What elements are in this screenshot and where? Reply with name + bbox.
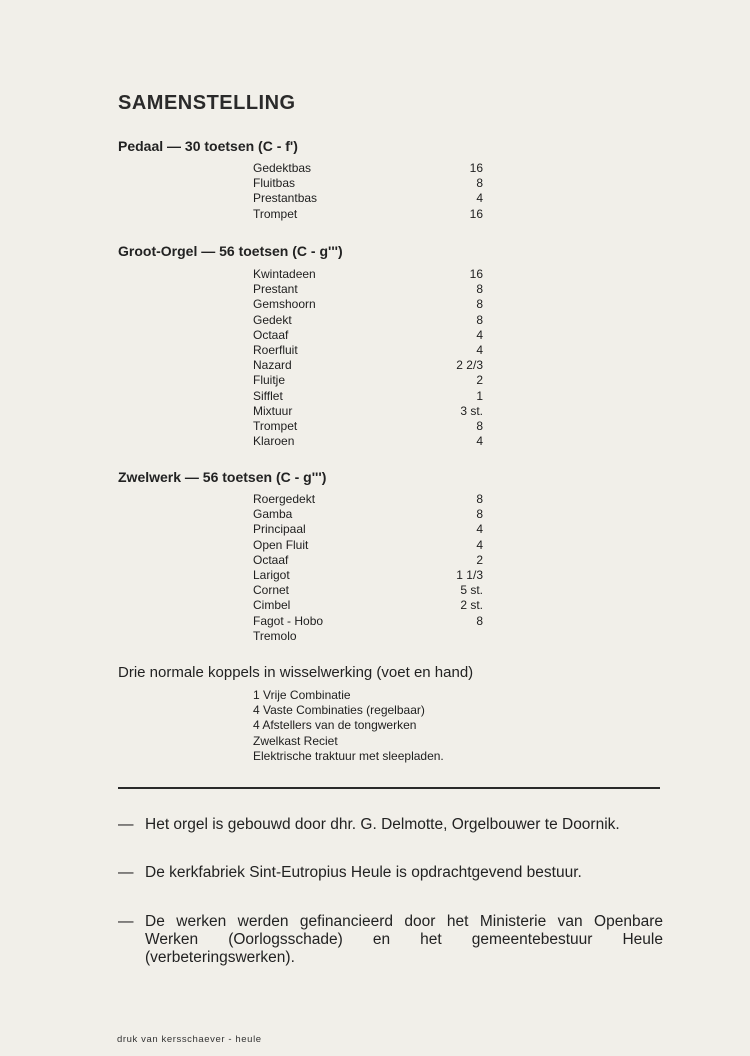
stop-name: Mixtuur	[253, 403, 293, 418]
note-text: De werken werden gefinancieerd door het Ministerie van Openbare Werken (Oorlogsschade) en het gemeentebestuur Heule (verbeteringswerken).	[145, 913, 663, 966]
stop-size: 4	[476, 537, 483, 552]
stop-size: 8	[476, 297, 483, 312]
stop-row	[253, 434, 483, 449]
stop-size: 1	[476, 388, 483, 403]
stop-list-zwelwerk	[253, 492, 483, 644]
note-dash: —	[118, 816, 134, 833]
note-financing	[118, 913, 663, 967]
stop-size: 8	[476, 613, 483, 628]
stop-size: 4	[476, 342, 483, 357]
stop-name: Octaaf	[253, 327, 289, 342]
stop-size: 2	[476, 373, 483, 388]
stop-row	[253, 207, 483, 222]
accessory-item: 4 Vaste Combinaties (regelbaar)	[253, 703, 425, 718]
stop-row	[253, 389, 483, 404]
stop-name: Gemshoorn	[253, 297, 316, 312]
stop-name: Larigot	[253, 567, 290, 582]
stop-name: Principaal	[253, 522, 306, 537]
stop-row	[253, 553, 483, 568]
stop-size: 16	[469, 161, 483, 175]
stop-name: Cornet	[253, 583, 290, 598]
stop-size: 2	[476, 552, 483, 567]
note-text: De kerkfabriek Sint-Eutropius Heule is opdrachtgevend bestuur.	[145, 864, 582, 881]
stop-size: 5 st.	[460, 583, 483, 598]
stop-name: Fagot - Hobo	[253, 613, 324, 628]
stop-row	[253, 404, 483, 419]
stop-row	[253, 358, 483, 373]
stop-row	[253, 419, 483, 434]
note-dash: —	[118, 913, 134, 930]
stop-row	[253, 176, 483, 191]
stop-size: 8	[476, 176, 483, 191]
stop-name: Gamba	[253, 507, 293, 522]
stop-name: Cimbel	[253, 598, 291, 613]
stop-row	[253, 328, 483, 343]
accessory-item: 1 Vrije Combinatie	[253, 688, 351, 702]
section-heading-groot-orgel: Groot-Orgel — 56 toetsen (C - g''')	[118, 243, 343, 259]
stop-name: Prestantbas	[253, 191, 318, 206]
stop-name: Trompet	[253, 418, 298, 433]
printer-footer: druk van kersschaever - heule	[117, 1034, 262, 1045]
couplings-heading: Drie normale koppels in wisselwerking (voet en hand)	[118, 664, 474, 681]
stop-row	[253, 191, 483, 206]
stop-size: 4	[476, 327, 483, 342]
stop-row	[253, 538, 483, 553]
stop-name: Nazard	[253, 358, 292, 373]
stop-name: Open Fluit	[253, 537, 309, 552]
stop-row	[253, 161, 483, 176]
stop-name: Kwintadeen	[253, 267, 316, 281]
stop-name: Gedektbas	[253, 161, 312, 175]
stop-name: Prestant	[253, 282, 298, 297]
stop-row	[253, 492, 483, 507]
stop-name: Tremolo	[253, 628, 297, 643]
accessory-item: Elektrische traktuur met sleepladen.	[253, 748, 444, 763]
stop-size: 1 1/3	[456, 567, 483, 582]
note-dash: —	[118, 864, 134, 881]
stop-size: 8	[476, 492, 483, 506]
stop-size: 2 2/3	[456, 358, 483, 373]
stop-size: 16	[469, 267, 483, 281]
stop-size: 4	[476, 191, 483, 206]
stop-size: 4	[476, 522, 483, 537]
stop-row	[253, 297, 483, 312]
stop-name: Gedekt	[253, 312, 292, 327]
stop-name: Trompet	[253, 206, 298, 221]
stop-name: Roergedekt	[253, 492, 316, 506]
note-commissioner	[118, 864, 663, 882]
stop-row	[253, 614, 483, 629]
note-builder	[118, 816, 663, 834]
stop-name: Roerfluit	[253, 342, 298, 357]
stop-row	[253, 267, 483, 282]
accessory-item: 4 Afstellers van de tongwerken	[253, 718, 417, 733]
stop-name: Klaroen	[253, 434, 295, 449]
stop-size: 8	[476, 507, 483, 522]
stop-row	[253, 282, 483, 297]
stop-row	[253, 522, 483, 537]
stop-row	[253, 583, 483, 598]
stop-name: Fluitje	[253, 373, 286, 388]
stop-list-pedaal	[253, 161, 483, 222]
divider	[118, 787, 660, 789]
stop-size: 2 st.	[460, 598, 483, 613]
stop-row	[253, 598, 483, 613]
section-heading-zwelwerk: Zwelwerk — 56 toetsen (C - g''')	[118, 469, 327, 485]
stop-row	[253, 629, 483, 644]
stop-size: 16	[469, 206, 483, 221]
stop-row	[253, 313, 483, 328]
stop-name: Fluitbas	[253, 176, 296, 191]
accessory-item: Zwelkast Reciet	[253, 733, 338, 748]
stop-name: Sifflet	[253, 388, 283, 403]
page-title: SAMENSTELLING	[118, 92, 296, 114]
stop-row	[253, 373, 483, 388]
stop-size: 8	[476, 312, 483, 327]
stop-row	[253, 568, 483, 583]
accessories-list	[253, 688, 444, 764]
stop-row	[253, 507, 483, 522]
stop-row	[253, 343, 483, 358]
note-text: Het orgel is gebouwd door dhr. G. Delmotte, Orgelbouwer te Doornik.	[145, 816, 620, 833]
stop-size: 8	[476, 282, 483, 297]
stop-size: 8	[476, 418, 483, 433]
stop-name: Octaaf	[253, 552, 289, 567]
section-heading-pedaal: Pedaal — 30 toetsen (C - f')	[118, 138, 298, 154]
stop-size: 3 st.	[460, 403, 483, 418]
stop-size: 4	[476, 434, 483, 449]
stop-list-groot-orgel	[253, 267, 483, 449]
